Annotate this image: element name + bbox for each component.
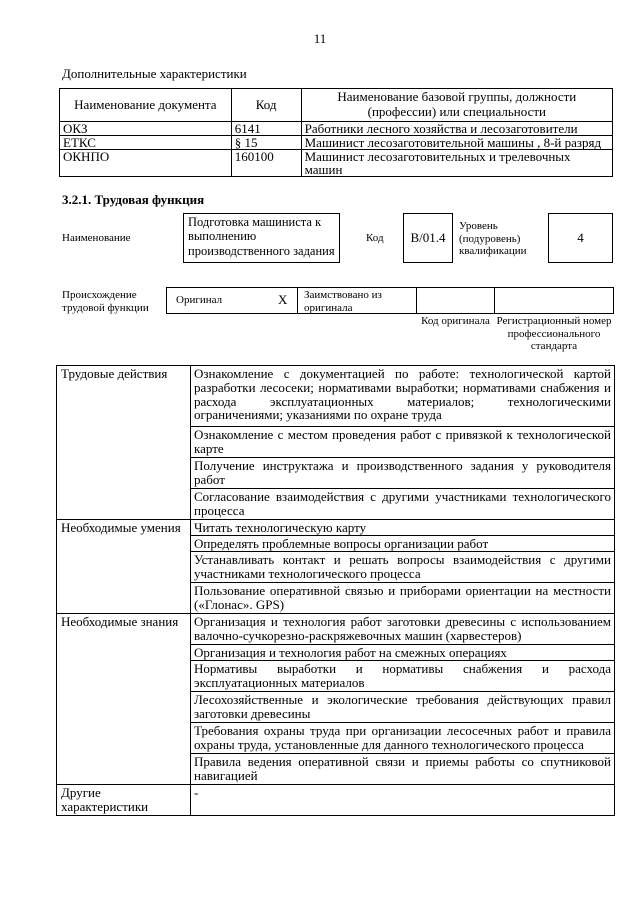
category-required-knowledge: Необходимые знания — [57, 614, 191, 785]
level-box: 4 — [548, 213, 613, 263]
reg-number-box — [494, 287, 614, 314]
list-item: Правила ведения оперативной связи и приемы работы со спутниковой навигацией — [191, 754, 615, 785]
function-code-box: B/01.4 — [403, 213, 453, 263]
code-label: Код — [366, 232, 384, 244]
code-original-caption: Код оригинала — [421, 315, 490, 327]
list-item: Читать технологическую карту — [191, 520, 615, 536]
additional-characteristics-table — [59, 88, 613, 177]
list-item: Нормативы выработки и нормативы снабжения и расхода эксплуатационных материалов — [191, 661, 615, 692]
list-item: Устанавливать контакт и решать вопросы взаимодействия с другими участниками технологического процесса — [191, 552, 615, 583]
list-item: Согласование взаимодействия с другими участниками технологического процесса — [191, 489, 615, 520]
list-item: Ознакомление с документацией по работе: технологической картой разработки лесосеки; нормативами выработки; нормативами снабжения и расхода эксплуатационных материалов; технологическими ограничениями; указаниями по охране труда — [191, 366, 615, 427]
table-row — [57, 366, 615, 427]
table-cell: Работники лесного хозяйства и лесозаготовители — [301, 122, 612, 136]
original-mark: X — [278, 292, 288, 307]
table-row — [60, 122, 613, 136]
header-group-name: Наименование базовой группы, должности (профессии) или специальности — [301, 89, 612, 122]
list-item: Лесохозяйственные и экологические требования действующих правил заготовки древесины — [191, 692, 615, 723]
function-name-box: Подготовка машиниста к выполнению производственного задания — [183, 213, 340, 263]
page-number: 11 — [313, 31, 327, 46]
name-label: Наименование — [62, 232, 131, 244]
table-cell: ЕТКС — [60, 136, 232, 150]
labor-function-details-table — [56, 365, 615, 816]
list-item: Организация и технология работ на смежных операциях — [191, 645, 615, 661]
borrowed-label: Заимствовано из оригинала — [304, 289, 382, 314]
borrowed-box — [297, 287, 417, 314]
table-cell: 6141 — [231, 122, 301, 136]
table-cell: Машинист лесозаготовительной машины , 8-й разряд — [301, 136, 612, 150]
category-other-characteristics: Другие характеристики — [57, 785, 191, 816]
list-item: - — [191, 785, 615, 816]
table-row — [57, 614, 615, 645]
list-item: Получение инструктажа и производственного задания у руководителя работ — [191, 458, 615, 489]
category-required-skills: Необходимые умения — [57, 520, 191, 614]
table-cell: § 15 — [231, 136, 301, 150]
category-labor-actions: Трудовые действия — [57, 366, 191, 520]
level-label: Уровень (подуровень) квалификации — [459, 220, 527, 258]
table-cell: 160100 — [231, 150, 301, 177]
list-item: Пользование оперативной связью и приборами ориентации на местности («Глонас». GPS) — [191, 583, 615, 614]
header-document-name: Наименование документа — [60, 89, 232, 122]
list-item: Организация и технология работ заготовки древесины с использованием валочно-сучкорезно-раскряжевочных машин (харвестеров) — [191, 614, 615, 645]
table-header-row — [60, 89, 613, 122]
list-item: Требования охраны труда при организации лесосечных работ и правила охраны труда, установленные для данного технологического процесса — [191, 723, 615, 754]
section-title: 3.2.1. Трудовая функция — [62, 192, 205, 207]
list-item: Определять проблемные вопросы организации работ — [191, 536, 615, 552]
table-cell: Машинист лесозаготовительных и трелевочных машин — [301, 150, 612, 177]
table-row — [57, 520, 615, 536]
additional-characteristics-title: Дополнительные характеристики — [62, 66, 247, 81]
header-code: Код — [231, 89, 301, 122]
table-cell: ОКЗ — [60, 122, 232, 136]
table-cell: ОКНПО — [60, 150, 232, 177]
original-box — [166, 287, 298, 314]
table-row — [60, 136, 613, 150]
code-original-box — [416, 287, 495, 314]
table-row — [57, 785, 615, 816]
table-row — [60, 150, 613, 177]
reg-number-caption: Регистрационный номер профессионального стандарта — [496, 315, 612, 353]
original-label: Оригинал — [176, 294, 223, 306]
list-item: Ознакомление с местом проведения работ с привязкой к технологической карте — [191, 427, 615, 458]
origin-label: Происхождение трудовой функции — [62, 289, 149, 314]
